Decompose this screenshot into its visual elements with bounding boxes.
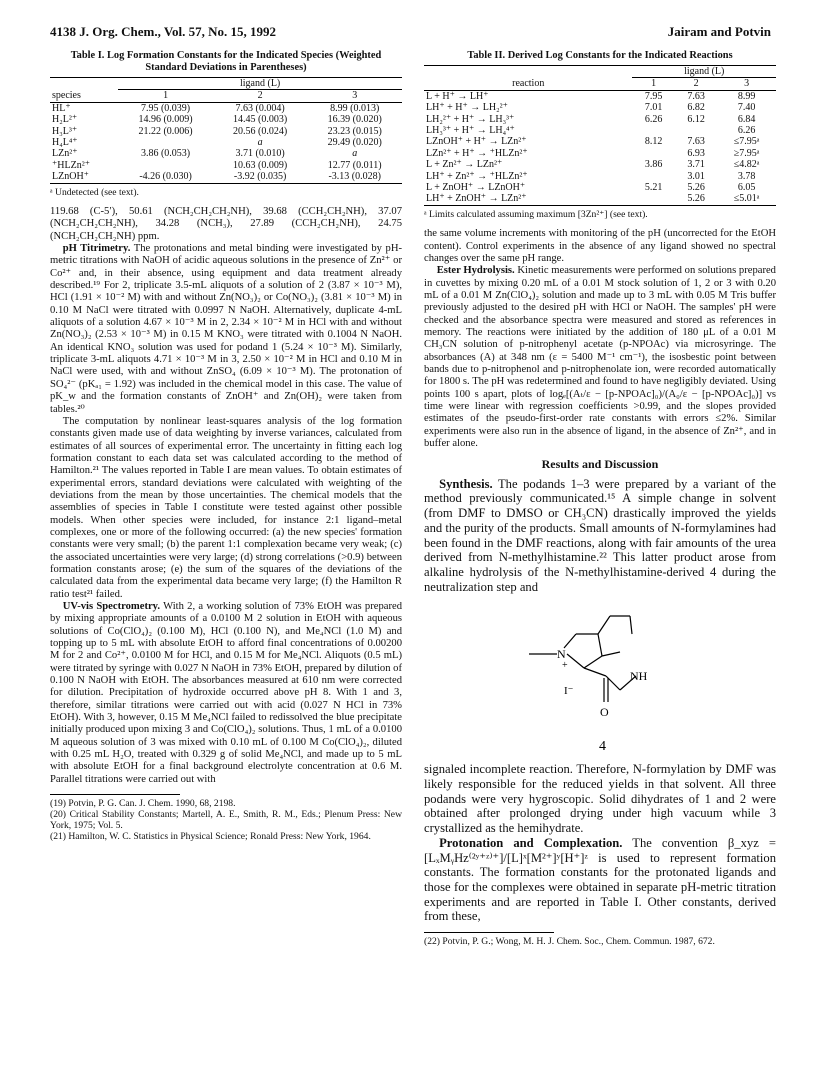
references-left — [50, 798, 402, 842]
table1-group-label: ligand (L) — [118, 78, 402, 90]
table-cell: 3.71 — [687, 159, 705, 171]
reaction-cell: LH⁺ + ZnOH⁺ → LZn²⁺ — [426, 193, 527, 205]
species-cell: H₄L⁴⁺ — [52, 137, 78, 149]
reference: (20) Critical Stability Constants; Martell, A. E., Smith, R. M., Eds.; Plenum Press: New York, 1975; Vol. 5. — [50, 809, 402, 832]
table-row — [50, 171, 402, 183]
table-cell: -3.13 (0.028) — [328, 171, 381, 183]
table-cell: 7.63 — [687, 136, 705, 148]
table-cell: 16.39 (0.020) — [327, 114, 382, 126]
table-cell: 7.40 — [737, 102, 756, 114]
species-cell: H₃L³⁺ — [52, 125, 78, 137]
table-cell: 5.26 — [687, 182, 705, 194]
table-cell: 6.93 — [687, 147, 705, 159]
table-row — [50, 160, 402, 171]
table-cell: 20.56 (0.024) — [233, 125, 288, 137]
reference: (22) Potvin, P. G.; Wong, M. H. J. Chem. Soc., Chem. Commun. 1987, 672. — [424, 936, 715, 948]
table-cell: 8.99 — [737, 90, 756, 102]
species-cell: HL⁺ — [52, 102, 71, 114]
table-cell: 6.84 — [737, 113, 756, 125]
iodide-label: I⁻ — [564, 685, 574, 698]
species-cell: ⁺HLZn²⁺ — [52, 159, 90, 171]
table-row — [424, 136, 776, 147]
table-row — [50, 137, 402, 148]
n-plus-label: N — [557, 647, 566, 662]
compound-4-structure — [424, 598, 776, 758]
table-cell: 7.63 — [687, 90, 705, 102]
table-cell: 29.49 (0.020) — [327, 137, 382, 149]
reaction-cell: LZnOH⁺ + H⁺ → LZn²⁺ — [426, 136, 527, 148]
table-cell: -4.26 (0.030) — [139, 171, 192, 183]
table-cell: 7.95 (0.039) — [140, 102, 191, 114]
species-cell: LZn²⁺ — [52, 148, 78, 160]
synthesis-heading: Synthesis. — [439, 476, 493, 491]
table-cell: 6.82 — [687, 102, 705, 114]
ester-hydrolysis-paragraph — [424, 265, 776, 450]
journal-citation: 4138 J. Org. Chem., Vol. 57, No. 15, 1992 — [50, 24, 277, 39]
table1-col-header: 1 — [163, 90, 169, 102]
table2-col-header: 1 — [651, 78, 657, 90]
table2 — [424, 65, 776, 206]
table-cell: ≤5.01ᵃ — [733, 193, 760, 205]
ph-titrimetry-heading: pH Titrimetry. — [62, 243, 131, 255]
table-row — [424, 90, 776, 102]
protonation-heading: Protonation and Complexation. — [439, 835, 623, 850]
table-row — [424, 114, 776, 125]
nh-label: NH — [630, 669, 648, 684]
table1-footnote: ᵃ Undetected (see text). — [50, 186, 139, 198]
reaction-cell: L + Zn²⁺ → LZn²⁺ — [426, 159, 503, 171]
table1 — [50, 77, 402, 184]
nmr-data-text: 119.68 (C-5′), 50.61 (NCH₂CH₂CH₂NH), 39.68 (CCH₂CH₂NH), 37.07 (NCH₂CH₂CH₂NH), 34.28 (NCH₃), 27.89 (CCH₂CH₂NH), 24.75 (NCH₂CH₂CH₂NH) ppm. — [50, 206, 402, 242]
table1-col-header: 2 — [257, 90, 263, 102]
table-cell — [675, 125, 717, 136]
table-cell: a — [257, 137, 263, 149]
table-row — [50, 114, 402, 125]
table-row — [424, 125, 776, 136]
table1-col-header: 3 — [352, 90, 358, 102]
table-cell — [118, 160, 213, 171]
ph-titrimetry-body: The protonations and metal binding were investigated by pH-metric titrations with NaOH of acidic aqueous solutions in the presence of Zn²⁺ or Co²⁺ and, in their absence, using equipment and data treatment already described.¹⁹ For 2, triplicate 3.5-mL aliquots of a solution of 2 (3.87 × 10⁻³ M), HCl (1.91 × 10⁻² M) with and without Zn(NO₃)₂ or Co(NO₃)₂ (3.81 × 10⁻³ M) in 0.10 M NaCl were titrated with 0.0997 N NaOH. Alternatively, duplicate 4-mL aliquots of a solution 4.67 × 10⁻³ M in 2, 2.34 × 10⁻² M in HCl with and without Zn(NO₃)₂ (2.53 × 10⁻³ M) in 0.15 M KNO₃ were titrated with 0.1004 N NaOH. An identical KNO₃ solution was used for podand 1 (5.24 × 10⁻³ M). Similarly, triplicate 3-mL aliquots 4.71 × 10⁻³ M in 3, 2.50 × 10⁻² M in HCl and 0.10 M in NaCl were used, with and without ZnSO₄ (6.09 × 10⁻³ M). The protonation of SO₄²⁻ (pKₐ₁ = 1.92) was included in the chemical model in this case. The value of pK_w and the formation constants of ZnOH⁺ and Zn(OH)₂ were taken from tables.²⁰ — [50, 243, 402, 415]
computation-paragraph: The computation by nonlinear least-squares analysis of the log formation constants given made use of data weighting by inverse variances, calculated from estimates of all sources of experimental error. The uncertainty in fitting each log formation constant to each data set was calculated according to the method of Hamilton.²¹ The values reported in Table I are mean values. To obtain estimates of experimental errors, standard deviations were calculated with weighting of the deviations from the mean by those uncertainties. The chemical models that the assemblies of species in Table I constitute were tested against other possible models. When other species were included, for instance 2:1 ligand–metal complexes, one or more of the following occurred: (a) the new species' formation constants were very small; (b) the parent 1:1 complexation became very weak; (c) the associated uncertainties were very large; (d) strong correlations (>0.9) between formation constants arose; (e) the sum of the squares of the deviations of the calculated data from the experimental data became very large; (f) the Hamilton R ratio test²¹ failed. — [50, 415, 402, 600]
table-cell — [632, 171, 674, 182]
table2-caption: Table II. Derived Log Constants for the Indicated Reactions — [467, 50, 733, 61]
uv-vis-continued: the same volume increments with monitoring of the pH (uncorrected for the EtOH content). Control experiments in the absence of any ligand showed no spectral changes over the same pH range. — [424, 228, 776, 264]
table1-row-header: species — [52, 90, 81, 102]
table-row — [424, 182, 776, 193]
table-row — [50, 126, 402, 137]
table1-caption: Table I. Log Formation Constants for the Indicated Species (Weighted Standard Deviations in Parentheses) — [70, 50, 382, 73]
right-column — [424, 50, 776, 947]
table-cell: a — [352, 148, 358, 160]
table-cell: 6.05 — [737, 182, 756, 194]
table-cell: 3.71 (0.010) — [235, 148, 285, 160]
table-row — [50, 102, 402, 114]
results-text — [424, 477, 776, 924]
table-row — [424, 102, 776, 113]
authors-running-head: Jairam and Potvin — [667, 24, 771, 39]
table-cell: ≤7.95ᵃ — [733, 136, 760, 148]
protonation-body: The convention β_xyz = [LₓMᵧHz⁽²ʸ⁺ᶻ⁾⁺]/[L]ˣ[M²⁺]ʸ[H⁺]ᶻ is used to represent formation constants. The formation constants for the protonated ligands and those for the complexes were obtained in separate pH-metric titration experiments and are reported in Table I. Other constants, derived from these, — [424, 835, 776, 924]
reaction-cell: L + H⁺ → LH⁺ — [426, 90, 489, 102]
table-row — [424, 193, 776, 205]
table-cell: 3.78 — [737, 170, 756, 182]
reaction-cell: LH₃³⁺ + H⁺ → LH₄⁴⁺ — [426, 125, 515, 137]
reaction-cell: L + ZnOH⁺ → LZnOH⁺ — [426, 182, 526, 194]
protonation-paragraph — [424, 836, 776, 924]
reference: (21) Hamilton, W. C. Statistics in Physical Science; Ronald Press: New York, 1964. — [50, 831, 371, 843]
species-cell: LZnOH⁺ — [52, 171, 89, 183]
table-cell: 3.86 (0.053) — [140, 148, 191, 160]
compound-number: 4 — [599, 739, 606, 755]
uv-vis-body: With 2, a working solution of 73% EtOH was prepared by mixing appropriate amounts of a 0.0100 M 2 solution in EtOH with aqueous solutions of Co(ClO₄)₂ (0.100 M), HCl (0.100 N), and Me₄NCl (1.0 M) and topping up to 5 mL with absolute EtOH to afford final concentrations of 0.00200 M for 2 and Co²⁺, 0.0100 M for HCl, and 0.15 M for Me₄NCl. Aliquots (0.5 mL) were titrated by syringe with 0.027 N NaOH in 73% EtOH, prepared by dilution of 0.100 N NaOH with EtOH. The absorbances measured at 610 nm were corrected for dilution. Precipitation of hydroxide occurred above pH 8. With 1 and 3, therefore, similar titrations were carried out with acid (0.027 N HCl in 73% EtOH). With 3, however, 0.15 M Me₄NCl failed to redissolved the blue precipitate initially produced upon mixing 3 and Co(ClO₄)₂ solutions. Thus, 1 mL of a 0.0100 M aqueous solution of 3 was mixed with 0.10 mL of 0.100 M Co(ClO₄)₂, diluted with 0.25 mL H₂O, treated with 0.329 g of solid Me₄NCl, and made up to 5 mL with absolute EtOH for a final background electrolyte concentration at 0.6 M. Parallel titrations were carried out with — [50, 601, 402, 785]
table-cell: 5.26 — [687, 193, 705, 205]
reaction-cell: LH₂²⁺ + H⁺ → LH₃³⁺ — [426, 113, 515, 125]
results-discussion-heading: Results and Discussion — [541, 457, 659, 472]
plus-charge: + — [562, 660, 568, 672]
table-cell: 6.26 — [737, 125, 756, 137]
table-cell: 8.12 — [644, 136, 663, 148]
table2-col-header: 3 — [744, 78, 750, 90]
table-row — [50, 148, 402, 159]
table-cell: 5.21 — [644, 182, 663, 194]
table2-footnote: ᵃ Limits calculated assuming maximum [3Zn²⁺] (see text). — [424, 208, 648, 220]
table-cell: 10.63 (0.009) — [233, 159, 288, 171]
table-cell: 21.22 (0.006) — [138, 125, 193, 137]
synthesis-body: The podands 1–3 were prepared by a variant of the method previously communicated.¹⁵ A simple change in solvent (from DMF to DMSO or CH₃CN) drastically improved the yields and the purity of the products. Small amounts of N-formylamines had been found in the DMF reactions, along with fair amounts of the urea derived from N-methylhistamine.²² This latter product arose from alkaline hydrolysis of the N-methylhistamine-derived 4 during the neutralization step and — [424, 476, 776, 594]
table-cell: 14.45 (0.003) — [233, 114, 288, 126]
table-cell: 6.26 — [644, 113, 663, 125]
table-row — [424, 148, 776, 159]
table-cell: 8.99 (0.013) — [330, 102, 380, 114]
structure-drawing — [424, 598, 776, 758]
table-cell: 7.01 — [644, 102, 663, 114]
uv-vis-paragraph — [50, 601, 402, 786]
synthesis-continued: signaled incomplete reaction. Therefore, N-formylation by DMF was likely responsible for the reduced yields in that solvent. All three podands were very hygroscopic. Solid dihydrates of 1 and 2 were obtained after prolonged drying under high vacuum while 3 crystallized as the hemihydrate. — [424, 762, 776, 836]
ester-hydrolysis-heading: Ester Hydrolysis. — [436, 265, 515, 277]
table-cell: 12.77 (0.011) — [327, 159, 382, 171]
table-cell: 14.96 (0.009) — [138, 114, 193, 126]
table2-col-header: 2 — [693, 78, 699, 90]
table2-group-label: ligand (L) — [632, 66, 776, 78]
table-cell: 7.63 (0.004) — [235, 102, 285, 114]
table-cell — [632, 193, 674, 205]
table-cell: -3.92 (0.035) — [233, 171, 287, 183]
table-row — [424, 159, 776, 170]
table-cell — [632, 148, 674, 159]
table-cell: 7.95 — [644, 90, 663, 102]
table-cell: 3.01 — [687, 170, 705, 182]
species-cell: H₂L²⁺ — [52, 114, 78, 126]
table-cell — [632, 125, 674, 136]
table-cell: 3.86 — [644, 159, 663, 171]
table-row — [424, 171, 776, 182]
reaction-cell: LH⁺ + Zn²⁺ → ⁺HLZn²⁺ — [426, 170, 528, 182]
reference: (19) Potvin, P. G. Can. J. Chem. 1990, 68, 2198. — [50, 798, 236, 810]
references-right — [424, 936, 776, 947]
reaction-cell: LH⁺ + H⁺ → LH₂²⁺ — [426, 102, 508, 114]
uv-vis-heading: UV-vis Spectrometry. — [62, 601, 161, 612]
ester-hydrolysis-body: Kinetic measurements were performed on solutions prepared in cuvettes by mixing 0.20 mL of a 0.01 M stock solution of 1, 2 or 3 with 0.20 mL of a 0.01 M Zn(ClO₄)₂ solution and made up to 3 mL with 0.05 M Tris buffer previously adjusted to the desired pH with HCl or NaOH. The samples' pH were checked and the absorbance spectra were measured and stored as references in memory. The reactions were initiated by the addition of 180 μL of a 0.01 M CH₃CN solution of p-nitrophenyl acetate (p-NPOAc) via microsyringe. The absorbances (A) at 348 nm (ε = 5400 M⁻¹ cm⁻¹), the isosbestic point between bands due to p-nitrophenol and p-nitrophenolate ion, were recorded automatically for 1800 s. The pH was redetermined and found to have negligibly deviated. Using points 100 s apart, plots of logₑ[(Aₜ/ε − [p-NPOAc]₀)/(A₀/ε − [p-NPOAc]₀)] vs time were linear with regression coefficients >0.99, and the slopes provided estimates of the pseudo-first-order rate constants with errors ≤2%. Similar experiments were also run in the absence of ligand, in the absence of Zn²⁺, and in buffer alone. — [424, 265, 776, 450]
left-column — [50, 50, 402, 842]
table-cell: 23.23 (0.015) — [327, 125, 382, 137]
synthesis-paragraph — [424, 477, 776, 595]
table-cell: ≥7.95ᵃ — [733, 147, 760, 159]
ph-titrimetry-paragraph — [50, 243, 402, 416]
carbonyl-o-label: O — [600, 705, 609, 720]
table-cell: ≤4.82ᵃ — [733, 159, 760, 171]
table2-row-header: reaction — [512, 78, 545, 90]
table-cell: 6.12 — [687, 113, 705, 125]
reaction-cell: LZn²⁺ + H⁺ → ⁺HLZn²⁺ — [426, 147, 528, 159]
table-cell — [118, 137, 213, 148]
